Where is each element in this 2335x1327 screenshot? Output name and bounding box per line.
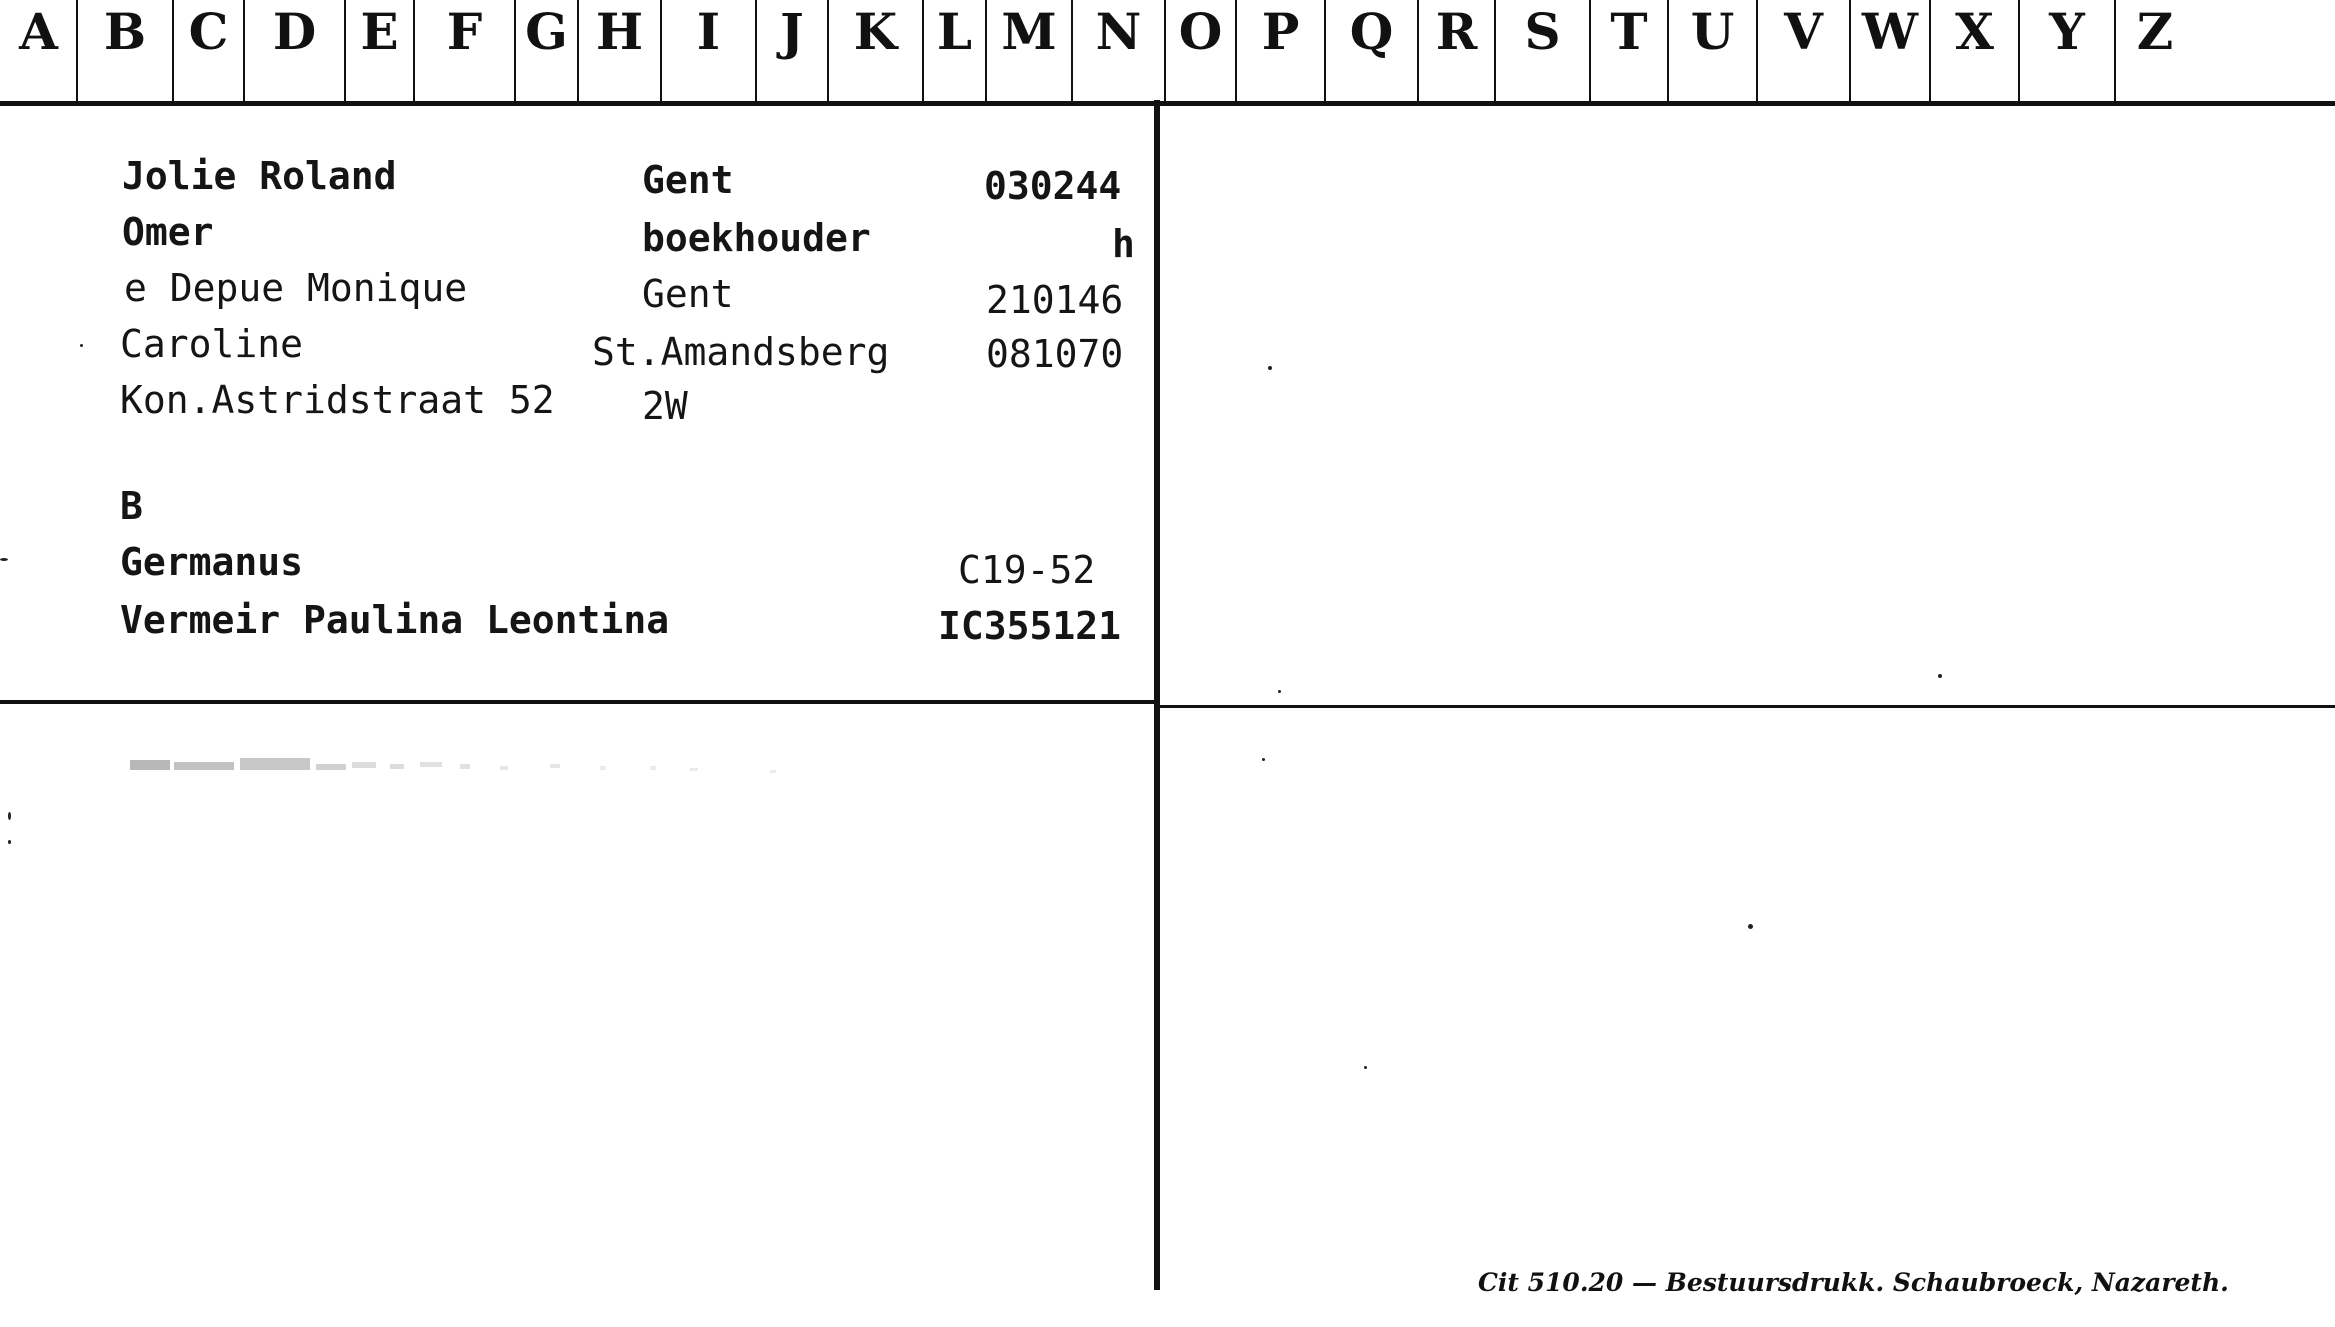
- alphabet-divider: [660, 0, 662, 104]
- speck: [8, 840, 11, 844]
- alphabet-divider: [985, 0, 987, 104]
- entry-top-place-4: St.Amandsberg: [592, 330, 890, 374]
- entry-bottom-code-1: C19-52: [958, 548, 1096, 592]
- entry-top-code-1: 030244: [984, 164, 1122, 208]
- speck: [1262, 758, 1265, 761]
- alphabet-letter-d: D: [272, 2, 317, 61]
- alphabet-letter-s: S: [1524, 2, 1561, 61]
- alphabet-divider: [1667, 0, 1669, 104]
- alphabet-divider: [1589, 0, 1591, 104]
- alphabet-letter-u: U: [1690, 2, 1735, 61]
- alphabet-letter-i: I: [696, 2, 721, 61]
- alphabet-divider: [172, 0, 174, 104]
- vertical-divider: [1154, 100, 1160, 1290]
- alphabet-letter-l: L: [936, 2, 973, 61]
- alphabet-letter-k: K: [853, 2, 898, 61]
- alphabet-letter-h: H: [595, 2, 644, 61]
- alphabet-letter-b: B: [103, 2, 147, 61]
- alphabet-divider: [577, 0, 579, 104]
- alphabet-divider: [1417, 0, 1419, 104]
- alphabet-letter-j: J: [780, 2, 804, 61]
- alphabet-divider: [827, 0, 829, 104]
- speck: [1364, 1066, 1367, 1069]
- alphabet-letter-g: G: [525, 2, 568, 61]
- speck: [1268, 366, 1272, 370]
- entry-bottom-code-2: IC355121: [938, 604, 1122, 648]
- entry-top-occupation: boekhouder: [642, 216, 871, 260]
- horizontal-divider-left: [0, 700, 1156, 704]
- entry-top-code-4: 081070: [986, 332, 1124, 376]
- speck: [1748, 924, 1753, 929]
- alphabet-letter-q: Q: [1349, 2, 1394, 61]
- entry-top-name-4: Caroline: [120, 322, 304, 366]
- alphabet-divider: [1071, 0, 1073, 104]
- alphabet-divider: [1929, 0, 1931, 104]
- alphabet-divider: [2018, 0, 2020, 104]
- alphabet-divider: [76, 0, 78, 104]
- alphabet-letter-o: O: [1178, 2, 1223, 61]
- entry-top-code-3: 210146: [986, 278, 1124, 322]
- alphabet-divider: [344, 0, 346, 104]
- alphabet-divider: [1235, 0, 1237, 104]
- alphabet-letter-f: F: [446, 2, 483, 61]
- alphabet-divider: [2114, 0, 2116, 104]
- speck: [8, 812, 11, 820]
- alphabet-divider: [755, 0, 757, 104]
- alphabet-divider: [1756, 0, 1758, 104]
- alphabet-letter-p: P: [1261, 2, 1300, 61]
- alphabet-letter-w: W: [1861, 2, 1919, 61]
- alphabet-letter-a: A: [19, 2, 58, 61]
- alphabet-letter-n: N: [1095, 2, 1142, 61]
- speck: [0, 558, 8, 561]
- alphabet-letter-m: M: [1001, 2, 1057, 61]
- alphabet-letter-r: R: [1435, 2, 1478, 61]
- alphabet-letter-t: T: [1610, 2, 1648, 61]
- alphabet-divider: [413, 0, 415, 104]
- printer-imprint: Cit 510.20 — Bestuursdrukk. Schaubroeck, Nazareth.: [1478, 1268, 2229, 1297]
- entry-top-name-2: Omer: [122, 210, 214, 254]
- horizontal-divider-right: [1156, 705, 2335, 708]
- entry-top-name-3: e Depue Monique: [124, 266, 468, 310]
- alphabet-divider: [1849, 0, 1851, 104]
- entry-bottom-letter: B: [120, 484, 143, 528]
- entry-bottom-name-2: Vermeir Paulina Leontina: [120, 598, 670, 642]
- alphabet-letter-v: V: [1784, 2, 1823, 61]
- speck: [80, 344, 83, 347]
- alphabet-divider: [922, 0, 924, 104]
- alphabet-letter-y: Y: [2049, 2, 2085, 61]
- alphabet-divider: [514, 0, 516, 104]
- alphabet-divider: [1164, 0, 1166, 104]
- alphabet-divider: [1494, 0, 1496, 104]
- alphabet-letter-x: X: [1955, 2, 1994, 61]
- entry-top-address: Kon.Astridstraat 52: [120, 378, 555, 422]
- entry-top-code-5: 2W: [642, 384, 688, 428]
- alphabet-letter-z: Z: [2136, 2, 2174, 61]
- speck: [1278, 690, 1281, 693]
- alphabet-letter-c: C: [188, 2, 229, 61]
- alphabet-divider: [243, 0, 245, 104]
- faded-smudge: [130, 748, 790, 784]
- entry-top-place-3: Gent: [642, 272, 734, 316]
- speck: [1938, 674, 1942, 678]
- alphabet-header: [0, 0, 2335, 106]
- entry-top-name-1: Jolie Roland: [122, 154, 397, 198]
- entry-bottom-name-1: Germanus: [120, 540, 304, 584]
- alphabet-letter-e: E: [360, 2, 399, 61]
- alphabet-divider: [1324, 0, 1326, 104]
- entry-top-code-2: h: [1112, 222, 1135, 266]
- entry-top-place-1: Gent: [642, 158, 734, 202]
